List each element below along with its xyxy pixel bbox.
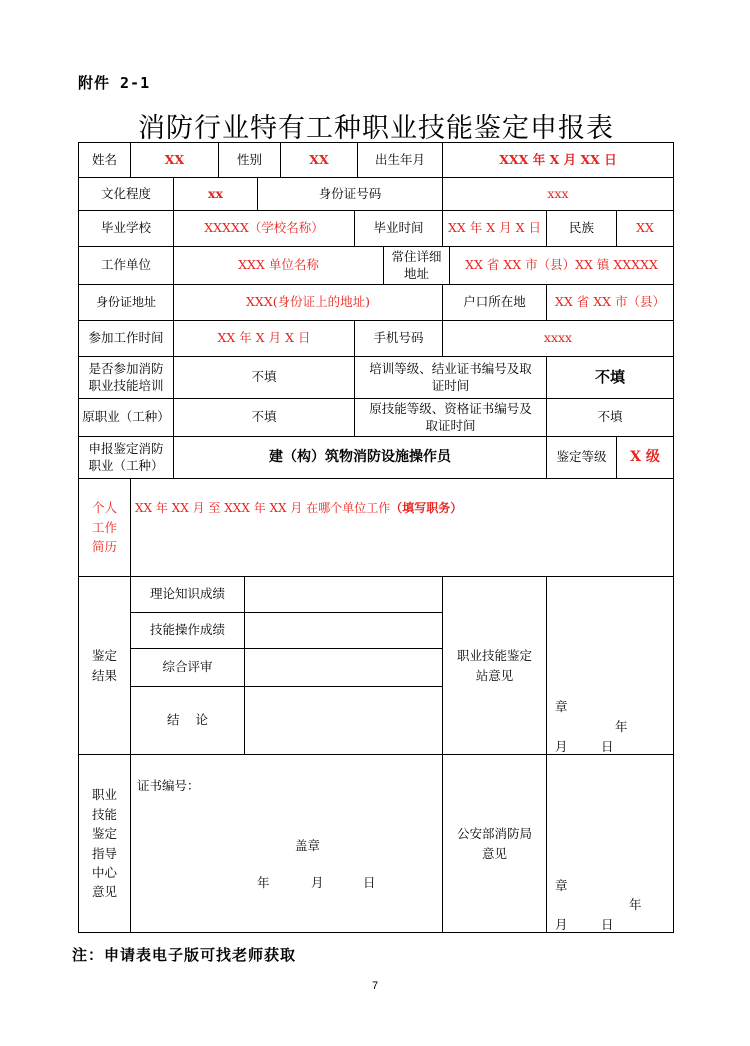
conclusion-label: 结 论: [131, 687, 245, 755]
result-label-line1: 鉴定: [91, 647, 117, 663]
apply-occupation-label-line1: 申报鉴定消防: [88, 440, 164, 456]
residence-address-label-line2: 地址: [403, 265, 429, 281]
residence-address-label: [384, 247, 450, 285]
theory-score-value[interactable]: [245, 577, 443, 613]
practice-score-label: 技能操作成绩: [131, 613, 245, 649]
resume-label-line1: 个人: [91, 500, 117, 516]
original-job-value[interactable]: 不填: [174, 399, 355, 437]
fire-bureau-opinion-box[interactable]: [547, 755, 673, 932]
bureau-seal-label: 章: [555, 878, 568, 893]
station-opinion-box[interactable]: [547, 577, 673, 755]
original-skill-label-line2: 取证时间: [425, 417, 476, 433]
phone-label: 手机号码: [355, 321, 443, 357]
phone-value[interactable]: xxxx: [443, 321, 673, 357]
fire-bureau-opinion-label: [443, 755, 547, 932]
certificate-number-label: 证书编号：: [137, 778, 200, 793]
guide-label-1: 职业: [91, 787, 117, 803]
ethnicity-value[interactable]: XX: [617, 211, 673, 247]
start-work-label: 参加工作时间: [79, 321, 174, 357]
resume-position-hint: （填写职务）: [390, 501, 463, 515]
employer-label: 工作单位: [79, 247, 174, 285]
resume-area[interactable]: [131, 479, 673, 577]
training-value[interactable]: 不填: [174, 357, 355, 399]
school-label: 毕业学校: [79, 211, 174, 247]
training-cert-label: [355, 357, 547, 399]
education-label: 文化程度: [79, 178, 174, 211]
apply-occupation-label-line2: 职业（工种）: [88, 457, 164, 473]
original-job-label: 原职业（工种）: [79, 399, 174, 437]
overall-review-value[interactable]: [245, 649, 443, 687]
footnote: 注：申请表电子版可找老师获取: [72, 946, 297, 964]
guide-label-4: 指导: [91, 845, 117, 861]
result-label-line2: 结果: [91, 667, 117, 683]
guide-day-label: 日: [363, 875, 376, 890]
guide-label-5: 中心: [91, 864, 117, 880]
training-cert-label-line1: 培训等级、结业证书编号及取: [369, 360, 532, 376]
fire-bureau-label-line2: 意见: [481, 845, 507, 861]
education-value[interactable]: xx: [174, 178, 258, 211]
application-form: [78, 142, 674, 933]
residence-address-value[interactable]: XX 省 XX 市（县）XX 镇 XXXXX: [450, 247, 673, 285]
station-month-label: 月: [555, 739, 568, 754]
page-number: 7: [371, 980, 379, 992]
station-seal-label: 章: [555, 699, 568, 714]
guide-label-6: 意见: [91, 884, 117, 900]
resume-text: [135, 499, 462, 516]
id-number-label: 身份证号码: [258, 178, 443, 211]
resume-label-line2: 工作: [91, 519, 117, 535]
apply-occupation-label: [79, 437, 174, 479]
apply-occupation-value[interactable]: 建（构）筑物消防设施操作员: [174, 437, 547, 479]
employer-value[interactable]: XXX 单位名称: [174, 247, 384, 285]
birth-value[interactable]: XXX 年 X 月 XX 日: [443, 143, 673, 178]
station-opinion-label-line2: 站意见: [475, 667, 514, 683]
guide-stamp-label: 盖章: [295, 838, 321, 853]
bureau-year-label: 年: [629, 897, 642, 912]
bureau-month-label: 月: [555, 917, 568, 932]
station-opinion-label: [443, 577, 547, 755]
fire-bureau-label-line1: 公安部消防局: [456, 826, 532, 842]
name-value[interactable]: XX: [131, 143, 219, 178]
id-number-value[interactable]: xxx: [443, 178, 673, 211]
start-work-value[interactable]: XX 年 X 月 X 日: [174, 321, 355, 357]
school-value[interactable]: XXXXX（学校名称）: [174, 211, 355, 247]
training-label-line2: 职业技能培训: [88, 377, 164, 393]
practice-score-value[interactable]: [245, 613, 443, 649]
id-address-value[interactable]: XXX(身份证上的地址): [174, 285, 443, 321]
resume-label-line3: 简历: [91, 539, 117, 555]
original-skill-value[interactable]: 不填: [547, 399, 673, 437]
graduation-value[interactable]: XX 年 X 月 X 日: [443, 211, 547, 247]
original-skill-label: [355, 399, 547, 437]
ethnicity-label: 民族: [547, 211, 617, 247]
graduation-label: 毕业时间: [355, 211, 443, 247]
bureau-day-label: 日: [601, 917, 614, 932]
hukou-value[interactable]: XX 省 XX 市（县）: [547, 285, 673, 321]
attachment-label: 附件 2-1: [78, 74, 151, 92]
training-cert-label-line2: 证时间: [431, 377, 470, 393]
resume-period-text: XX 年 XX 月 至 XXX 年 XX 月 在哪个单位工作: [135, 501, 391, 515]
level-label: 鉴定等级: [547, 437, 617, 479]
station-year-label: 年: [615, 719, 628, 734]
theory-score-label: 理论知识成绩: [131, 577, 245, 613]
training-cert-value[interactable]: 不填: [547, 357, 673, 399]
hukou-label: 户口所在地: [443, 285, 547, 321]
level-value[interactable]: X 级: [617, 437, 673, 479]
name-label: 姓名: [79, 143, 131, 178]
station-opinion-label-line1: 职业技能鉴定: [456, 648, 532, 664]
guide-year-label: 年: [257, 875, 270, 890]
result-label: [79, 577, 131, 755]
guide-center-label: [79, 755, 131, 932]
training-label: [79, 357, 174, 399]
birth-label: 出生年月: [358, 143, 443, 178]
guide-label-3: 鉴定: [91, 826, 117, 842]
gender-value[interactable]: XX: [281, 143, 358, 178]
overall-review-label: 综合评审: [131, 649, 245, 687]
guide-label-2: 技能: [91, 806, 117, 822]
form-title: 消防行业特有工种职业技能鉴定申报表: [138, 113, 614, 144]
original-skill-label-line1: 原技能等级、资格证书编号及: [369, 400, 532, 416]
id-address-label: 身份证地址: [79, 285, 174, 321]
training-label-line1: 是否参加消防: [88, 360, 164, 376]
resume-label: [79, 479, 131, 577]
station-day-label: 日: [601, 739, 614, 754]
conclusion-value[interactable]: [245, 687, 443, 755]
guide-month-label: 月: [311, 875, 324, 890]
residence-address-label-line1: 常住详细: [391, 248, 442, 264]
gender-label: 性别: [219, 143, 281, 178]
